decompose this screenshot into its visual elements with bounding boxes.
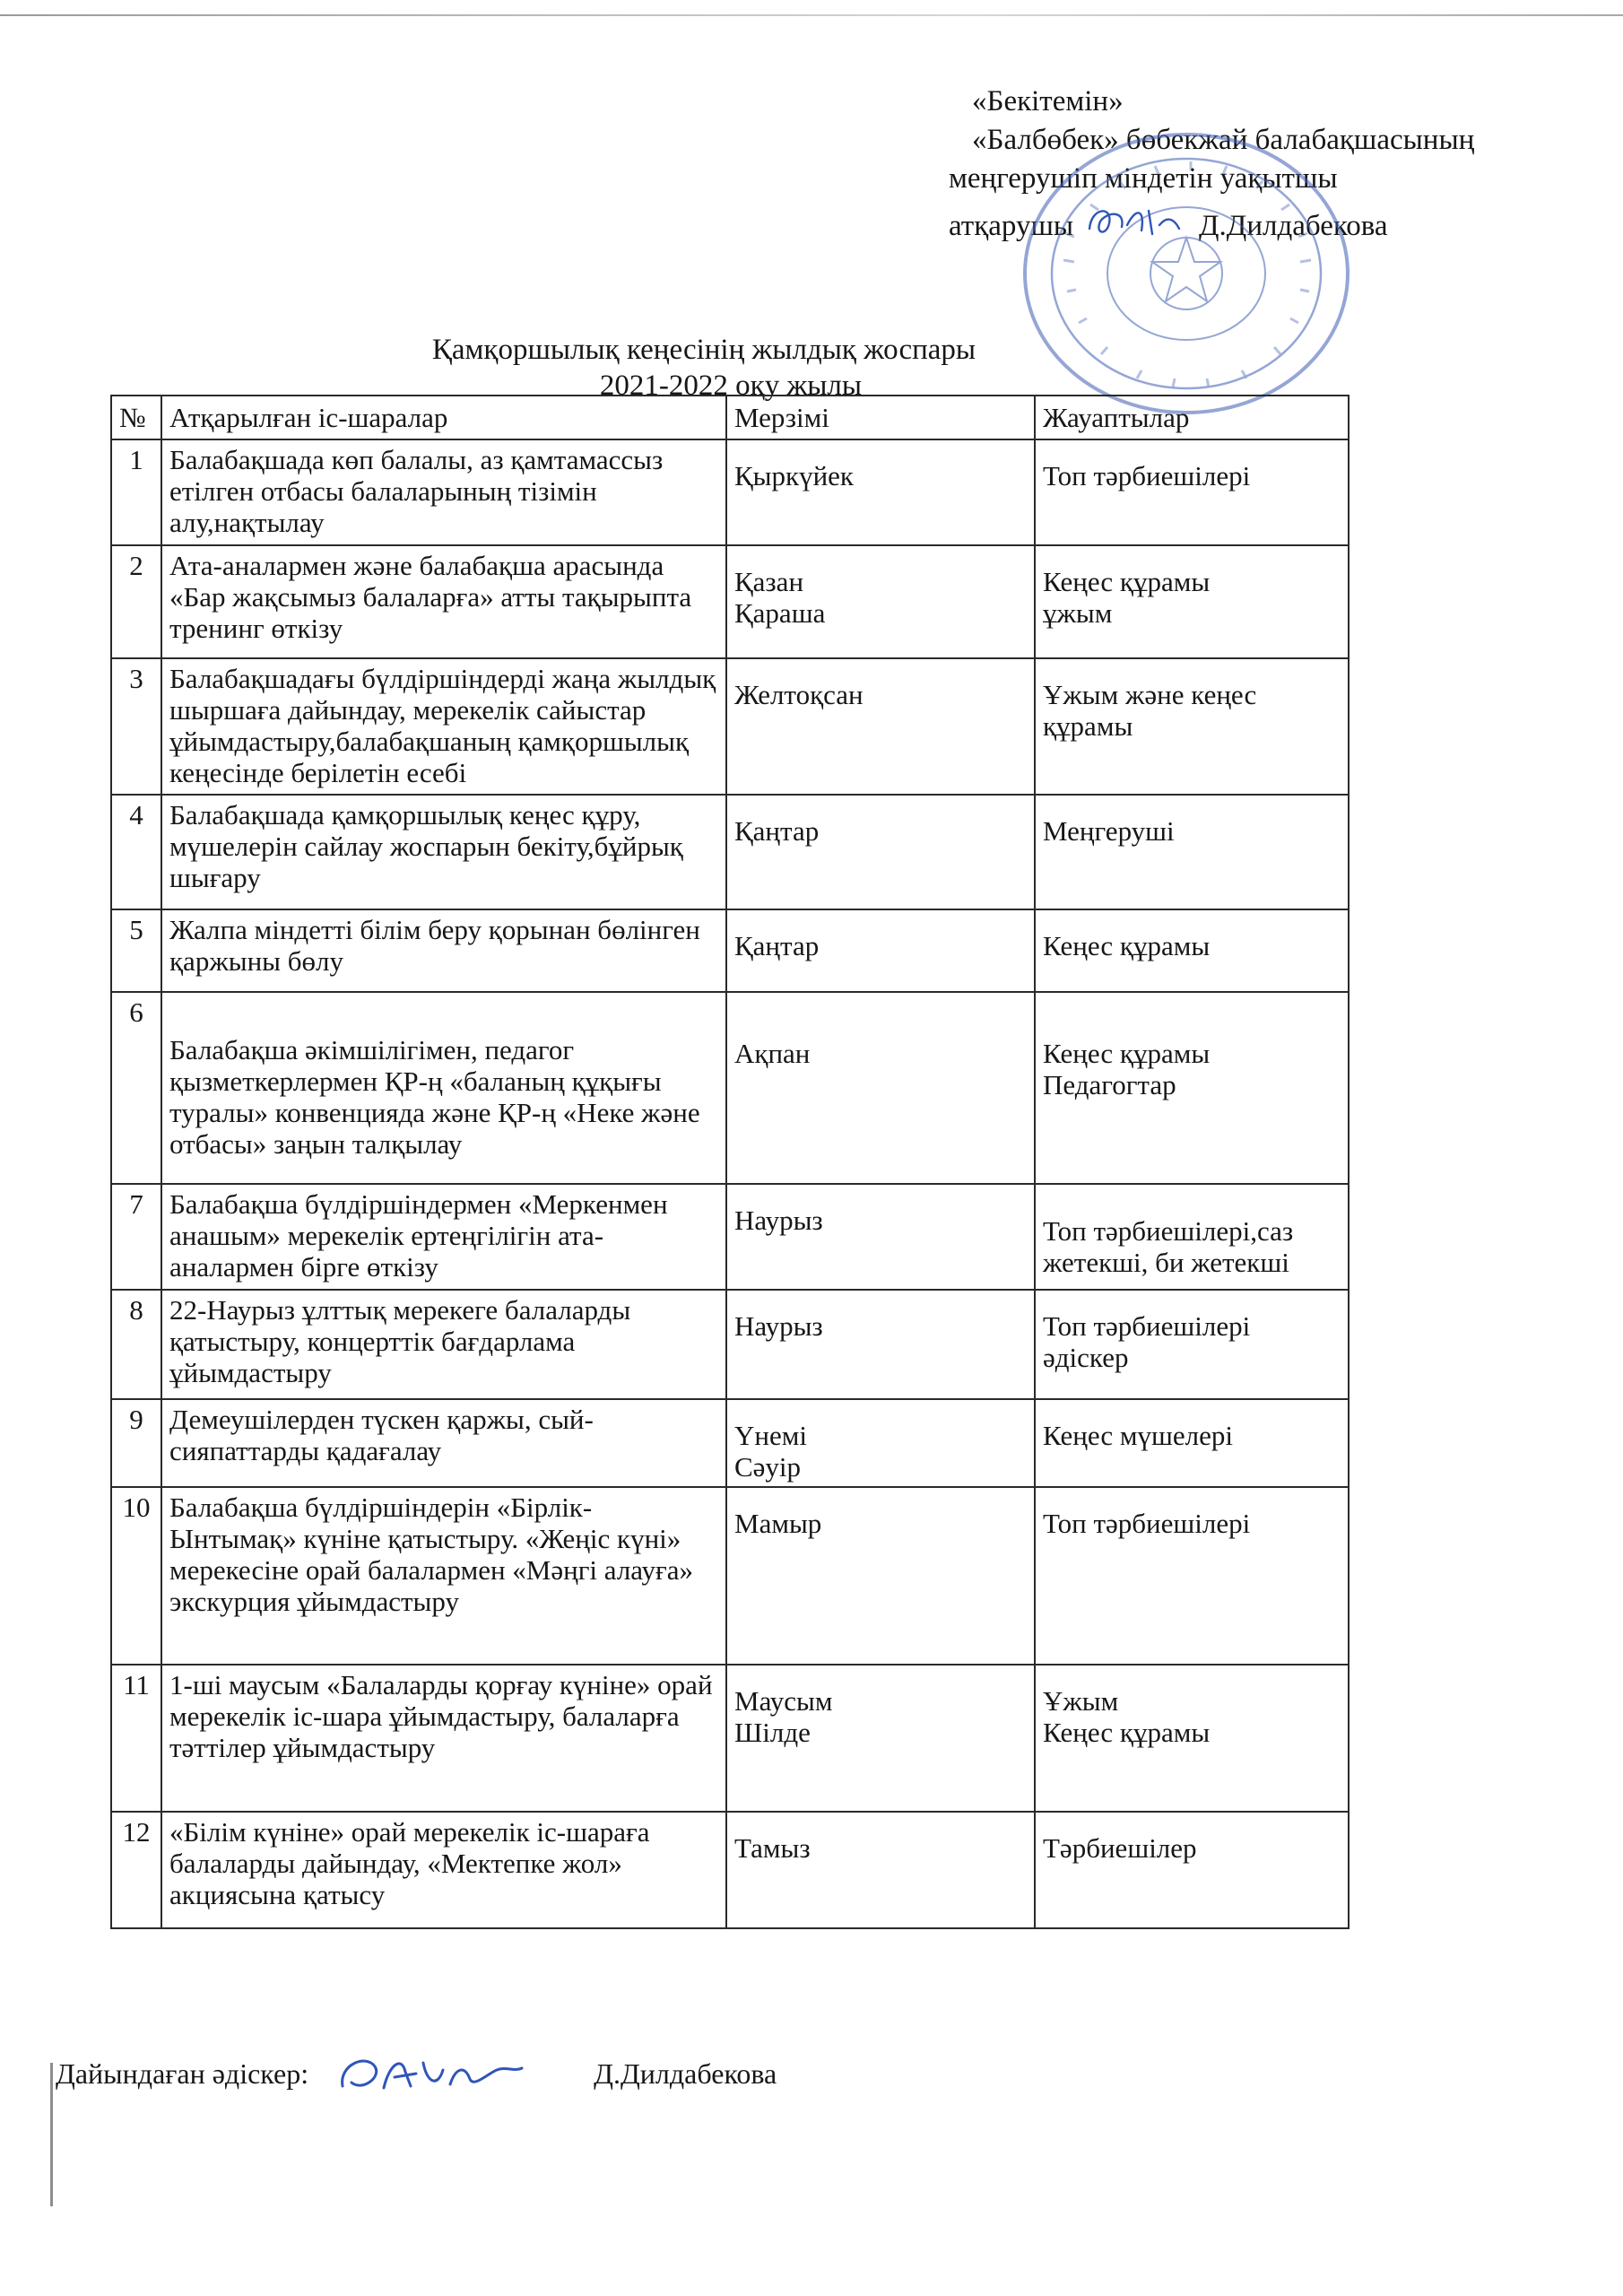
table-row	[111, 1812, 1349, 1928]
table-row	[111, 439, 1349, 545]
row-responsible-line: Педагогтар	[1043, 1069, 1176, 1100]
table-row	[111, 658, 1349, 795]
table-header-row	[111, 396, 1349, 439]
row-date-line: Желтоқсан	[734, 679, 864, 710]
row-num: 4	[111, 795, 161, 909]
table-row	[111, 1665, 1349, 1812]
row-event: Балабақша әкімшілігімен, педагог қызметкерлермен ҚР-ң «баланың құқығы туралы» конвенцияда және ҚР-ң «Неке және отбасы» заңын талқылау	[161, 992, 726, 1184]
header-responsible: Жауаптылар	[1035, 396, 1349, 439]
approval-block	[949, 83, 1594, 254]
row-event: Балабақшада көп балалы, аз қамтамассыз етілген отбасы балаларының тізімін алу,нақтылау	[161, 439, 726, 545]
row-event: Балабақшадағы бүлдіршіндерді жаңа жылдық шыршаға дайындау, мерекелік сайыстар ұйымдастыру,балабақшаның қамқоршылық кеңесінде берілетін есебі	[161, 658, 726, 795]
header-event: Атқарылған іс-шаралар	[161, 396, 726, 439]
handwritten-signature-icon	[330, 2047, 536, 2100]
row-responsible-line: Кеңес құрамы	[1043, 1717, 1211, 1748]
scan-edge-left	[50, 2063, 53, 2206]
header-date: Мерзімі	[726, 396, 1035, 439]
row-responsible-line: Ұжым	[1043, 1685, 1119, 1717]
approval-signature-mark	[1073, 198, 1199, 243]
row-num: 6	[111, 992, 161, 1184]
row-date	[726, 1290, 1035, 1399]
row-responsible	[1035, 1665, 1349, 1812]
row-event: Демеушілерден түскен қаржы, сый-сияпаттарды қадағалау	[161, 1399, 726, 1487]
row-num: 9	[111, 1399, 161, 1487]
approval-line-4	[949, 198, 1594, 254]
row-date	[726, 909, 1035, 992]
row-date-line: Қыркүйек	[734, 460, 854, 491]
row-event: Балабақшада қамқоршылық кеңес құру, мүшелерін сайлау жоспарын бекіту,бұйрық шығару	[161, 795, 726, 909]
row-num: 7	[111, 1184, 161, 1290]
header-num: №	[111, 396, 161, 439]
row-responsible-line: Кеңес құрамы	[1043, 566, 1211, 597]
table-row	[111, 1184, 1349, 1290]
row-num: 2	[111, 545, 161, 658]
row-num: 8	[111, 1290, 161, 1399]
row-event: Балабақша бүлдіршіндермен «Меркенмен анашым» мерекелік ертеңгілігін ата-аналармен бірге өткізу	[161, 1184, 726, 1290]
row-event: 22-Наурыз ұлттық мерекеге балаларды қатыстыру, концерттік бағдарлама ұйымдастыру	[161, 1290, 726, 1399]
row-event: «Білім күніне» орай мерекелік іс-шараға балаларды дайындау, «Мектепке жол» акциясына қатысу	[161, 1812, 726, 1928]
plan-table	[110, 395, 1350, 1929]
row-responsible	[1035, 795, 1349, 909]
row-date	[726, 795, 1035, 909]
row-date-line: Сәуір	[734, 1451, 802, 1483]
approval-role: атқарушы	[949, 209, 1074, 242]
table-row	[111, 795, 1349, 909]
row-date	[726, 1184, 1035, 1290]
scan-edge-top	[0, 14, 1623, 16]
row-responsible-line: ұжым	[1043, 597, 1113, 629]
row-responsible	[1035, 1184, 1349, 1290]
table-row	[111, 909, 1349, 992]
row-date	[726, 992, 1035, 1184]
row-responsible	[1035, 909, 1349, 992]
table-row	[111, 1487, 1349, 1665]
approval-line-1: «Бекітемін»	[972, 85, 1124, 117]
table-row	[111, 992, 1349, 1184]
row-responsible-line: әдіскер	[1043, 1342, 1129, 1373]
row-date-line: Қараша	[734, 597, 826, 629]
row-date-line: Ақпан	[734, 1038, 811, 1069]
row-responsible-line: Топ тәрбиешілері	[1043, 1508, 1251, 1539]
row-date-line: Қаңтар	[734, 930, 820, 961]
row-event: Жалпа міндетті білім беру қорынан бөлінген қаржыны бөлу	[161, 909, 726, 992]
prepared-name: Д.Дилдабекова	[594, 2057, 777, 2090]
row-num: 10	[111, 1487, 161, 1665]
row-responsible-line: Топ тәрбиешілері,саз	[1043, 1215, 1294, 1247]
row-event: Ата-аналармен және балабақша арасында «Бар жақсымыз балаларға» атты тақырыпта тренинг өткізу	[161, 545, 726, 658]
row-responsible	[1035, 1290, 1349, 1399]
row-responsible-line: Топ тәрбиешілері	[1043, 1310, 1251, 1342]
row-event: Балабақша бүлдіршіндерін «Бірлік-Ынтымақ» күніне қатыстыру. «Жеңіс күні» мерекесіне орай балалармен «Мәңгі алауға» экскурция ұйымдастыру	[161, 1487, 726, 1665]
row-date-line: Үнемі	[734, 1420, 807, 1451]
row-responsible-line: Ұжым және кеңес	[1043, 679, 1257, 710]
row-responsible-line: Кеңес құрамы	[1043, 930, 1211, 961]
row-responsible	[1035, 1812, 1349, 1928]
row-responsible-line: құрамы	[1043, 710, 1133, 742]
row-date-line: Наурыз	[734, 1205, 823, 1236]
row-date-line: Маусым	[734, 1685, 833, 1717]
row-date-line: Мамыр	[734, 1508, 822, 1539]
row-responsible	[1035, 545, 1349, 658]
approval-name: Д.Дилдабекова	[1199, 209, 1388, 242]
row-date-line: Наурыз	[734, 1310, 823, 1342]
row-date	[726, 1812, 1035, 1928]
row-date	[726, 1399, 1035, 1487]
row-date-line: Тамыз	[734, 1832, 811, 1864]
row-date-line: Қаңтар	[734, 815, 820, 847]
plan-title: Қамқоршылық кеңесінің жылдық жоспары	[431, 334, 976, 366]
approval-line-3: меңгерушіп міндетін уақытшы	[949, 162, 1338, 195]
approval-signature-space	[1073, 198, 1199, 254]
table-row	[111, 1290, 1349, 1399]
row-date	[726, 1487, 1035, 1665]
row-responsible	[1035, 992, 1349, 1184]
row-num: 12	[111, 1812, 161, 1928]
row-date	[726, 545, 1035, 658]
row-num: 1	[111, 439, 161, 545]
prepared-label: Дайындаған әдіскер:	[56, 2057, 309, 2090]
row-event: 1-ші маусым «Балаларды қорғау күніне» орай мерекелік іс-шара ұйымдастыру, балаларға тәттілер ұйымдастыру	[161, 1665, 726, 1812]
row-responsible	[1035, 1487, 1349, 1665]
table-row	[111, 1399, 1349, 1487]
row-num: 3	[111, 658, 161, 795]
row-num: 11	[111, 1665, 161, 1812]
row-responsible-line: Меңгеруші	[1043, 815, 1175, 847]
row-responsible	[1035, 439, 1349, 545]
row-date-line: Қазан	[734, 566, 804, 597]
row-responsible-line: Кеңес мүшелері	[1043, 1420, 1233, 1451]
row-date	[726, 439, 1035, 545]
row-responsible-line: Топ тәрбиешілері	[1043, 460, 1251, 491]
row-date	[726, 658, 1035, 795]
row-date-line: Шілде	[734, 1717, 811, 1748]
prepared-by	[56, 2047, 777, 2100]
row-responsible	[1035, 1399, 1349, 1487]
row-responsible	[1035, 658, 1349, 795]
table-row	[111, 545, 1349, 658]
row-date	[726, 1665, 1035, 1812]
plan-year: 2021-2022 оқу жылы	[599, 370, 863, 402]
row-responsible-line: жетекші, би жетекші	[1043, 1247, 1289, 1278]
approval-line-2: «Балбөбек» бөбекжай балабақшасының	[972, 124, 1475, 156]
row-responsible-line: Кеңес құрамы	[1043, 1038, 1211, 1069]
row-responsible-line: Тәрбиешілер	[1043, 1832, 1197, 1864]
row-num: 5	[111, 909, 161, 992]
